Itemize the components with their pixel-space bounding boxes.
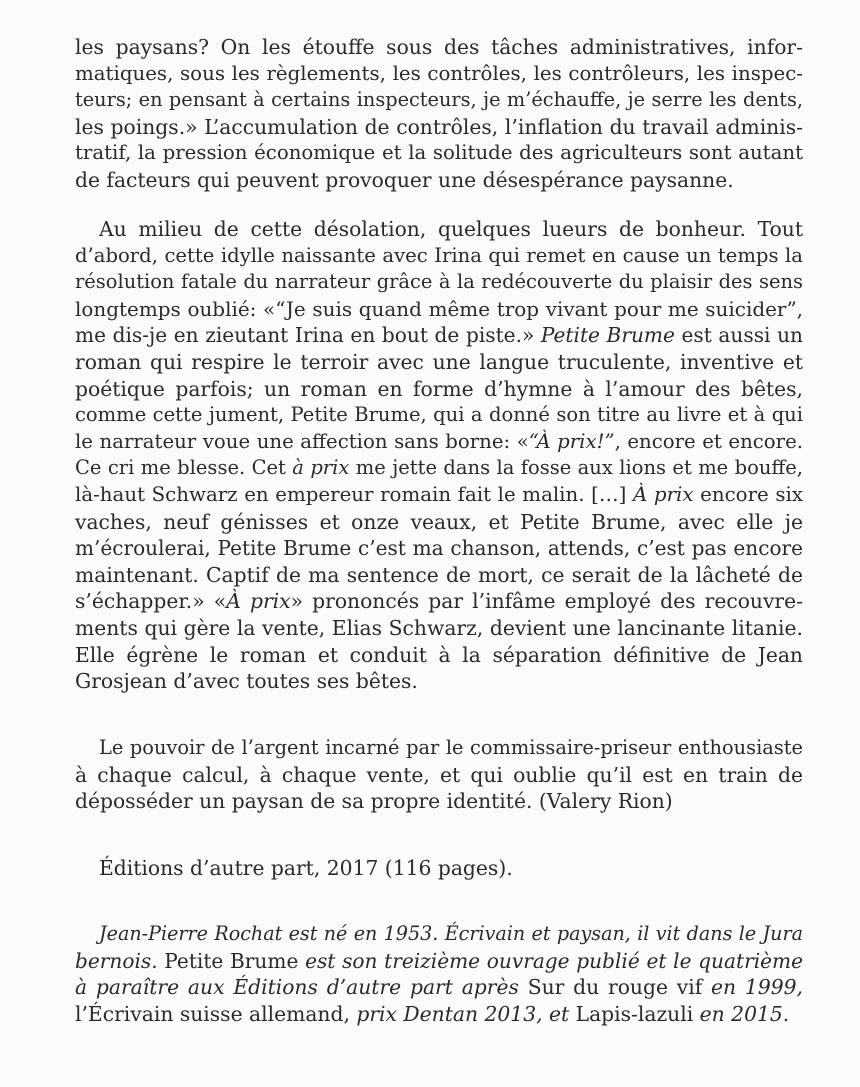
text-line: teurs; en pensant à certains inspecteurs, je m’échauffe, je serre les dents, <box>75 88 803 112</box>
publication-credits <box>75 855 803 882</box>
bio-line <box>75 1001 803 1028</box>
book-title: Petite Brume <box>157 948 306 973</box>
quote-italic: À prix <box>226 589 291 614</box>
text-line <box>75 455 803 482</box>
text-run: encore six <box>693 482 803 506</box>
text-line: Grosjean d’avec toutes ses bêtes. <box>75 669 418 694</box>
bio-line <box>75 948 803 975</box>
text-line: résolution fatale du narrateur grâce à la redécouverte du plaisir des sens <box>75 270 803 294</box>
text-line <box>75 429 803 456</box>
paragraph-2 <box>75 216 803 695</box>
credits-line: Éditions d’autre part, 2017 (116 pages). <box>99 856 513 880</box>
text-run: bernois. <box>75 948 158 973</box>
book-title: l’Écrivain suisse allemand, <box>75 1001 357 1026</box>
text-run: en 2015. <box>699 1001 790 1026</box>
text-line: de facteurs qui peuvent provoquer une désespérance paysanne. <box>75 167 734 192</box>
text-run: est aussi un <box>674 323 803 348</box>
text-line: ments qui gère la vente, Elias Schwarz, devient une lancinante litanie. <box>75 615 803 640</box>
quote-italic: À prix <box>632 482 694 506</box>
paragraph-3 <box>75 735 803 815</box>
text-run: est son treizième ouvrage publié et le quatrième <box>305 948 803 973</box>
text-line <box>75 322 803 349</box>
text-run: » prononcés par l’infâme employé des recouvre- <box>290 589 803 614</box>
text-line <box>75 482 803 509</box>
bio-line: Jean-Pierre Rochat est né en 1953. Écrivain et paysan, il vit dans le Jura <box>99 922 803 945</box>
text-line: maintenant. Captif de ma sentence de mort, ce serait de la lâcheté de <box>75 562 803 587</box>
text-run: prix Dentan 2013, et <box>356 1001 570 1026</box>
text-run: me dis-je en zieutant Irina en bout de piste.» <box>75 323 541 348</box>
text-line: comme cette jument, Petite Brume, qui a donné son titre au livre et à qui <box>75 403 803 427</box>
text-line: longtemps oublié: «“Je suis quand même trop vivant pour me suicider”, <box>75 296 803 321</box>
text-line: roman qui respire le terroir avec une langue truculente, inventive et <box>75 349 803 374</box>
quote-italic: à prix <box>292 456 350 480</box>
text-line: Le pouvoir de l’argent incarné par le commissaire-priseur enthousiaste <box>99 736 803 759</box>
text-line: les paysans? On les étouffe sous des tâches administratives, infor- <box>75 35 803 59</box>
author-bio <box>75 921 803 1027</box>
text-run: , encore et encore. <box>614 429 804 453</box>
quote-italic: “À prix!” <box>528 429 615 453</box>
book-title: Lapis-lazuli <box>569 1001 700 1026</box>
text-line: poétique parfois; un roman en forme d’hymne à l’amour des bêtes, <box>75 376 803 401</box>
text-run: le narrateur voue une affection sans borne: « <box>75 429 529 453</box>
book-title: Petite Brume <box>540 323 675 348</box>
text-run: Ce cri me blesse. Cet <box>75 456 293 480</box>
text-line: à chaque calcul, à chaque vente, et qui oublie qu’il est en train de <box>75 762 803 787</box>
text-line: Elle égrène le roman et conduit à la séparation définitive de Jean <box>75 642 803 667</box>
text-line: d’abord, cette idylle naissante avec Irina qui remet en cause un temps la <box>75 243 803 267</box>
text-line: matiques, sous les règlements, les contrôles, les contrôleurs, les inspec- <box>75 61 803 85</box>
text-line: m’écroulerai, Petite Brume c’est ma chanson, attends, c’est pas encore <box>75 536 803 561</box>
text-line: les poings.» L’accumulation de contrôles, l’inflation du travail adminis- <box>75 114 803 139</box>
text-run: à paraître aux Éditions d’autre part après <box>75 975 519 1000</box>
paragraph-1 <box>75 34 803 194</box>
text-run: là-haut Schwarz en empereur romain fait le malin. […] <box>75 482 633 506</box>
text-line <box>75 588 803 615</box>
text-run: me jette dans la fosse aux lions et me bouffe, <box>349 456 804 480</box>
text-line: Au milieu de cette désolation, quelques lueurs de bonheur. Tout <box>99 217 803 241</box>
book-title: Sur du rouge vif <box>518 975 712 1000</box>
text-line: déposséder un paysan de sa propre identité. (Valery Rion) <box>75 789 673 814</box>
text-run: s’échapper.» « <box>75 589 227 614</box>
text-run: en 1999, <box>711 975 803 1000</box>
text-line: tratif, la pression économique et la solitude des agriculteurs sont autant <box>75 141 803 165</box>
bio-line <box>75 974 803 1001</box>
text-line: vaches, neuf génisses et onze veaux, et Petite Brume, avec elle je <box>75 509 803 534</box>
